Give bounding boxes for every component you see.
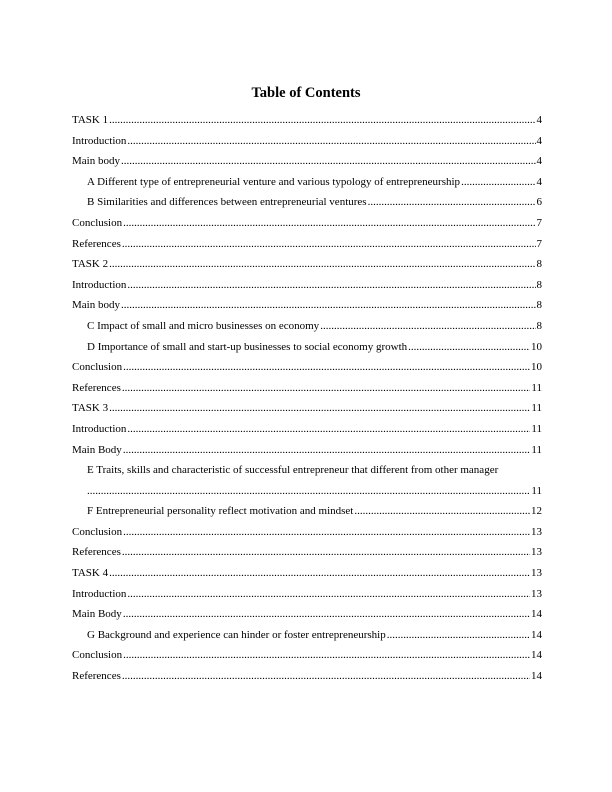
toc-entry-label: References: [72, 546, 121, 559]
toc-entry-label: References: [72, 381, 121, 394]
page-title: Table of Contents: [251, 85, 361, 101]
toc-entry[interactable]: [72, 460, 542, 481]
dot-leader: [127, 275, 535, 296]
toc-entry[interactable]: [72, 234, 542, 255]
toc-entry-label: Main Body: [72, 608, 122, 621]
dot-leader: [123, 604, 530, 625]
toc-entry-label: TASK 2: [72, 258, 109, 271]
toc-entry-page-number: 10: [531, 340, 542, 353]
toc-entry[interactable]: [72, 604, 542, 625]
dot-leader: [122, 378, 531, 399]
toc-entry-label: A Different type of entrepreneurial venture and various typology of entrepreneurship: [87, 175, 461, 188]
dot-leader: [121, 295, 536, 316]
toc-entry[interactable]: [72, 131, 542, 152]
toc-entry[interactable]: [72, 645, 542, 666]
toc-entry[interactable]: [72, 666, 542, 687]
toc-entry-page-number: 13: [531, 546, 542, 559]
dot-leader: [320, 316, 535, 337]
toc-entry[interactable]: [72, 563, 542, 584]
toc-entry[interactable]: [72, 110, 542, 131]
toc-entry-label: Introduction: [72, 134, 127, 147]
toc-entry[interactable]: [72, 584, 542, 605]
dot-leader: [123, 522, 530, 543]
dot-leader: [127, 419, 530, 440]
dot-leader: [123, 645, 530, 666]
dot-leader: [127, 131, 535, 152]
toc-entry[interactable]: [72, 542, 542, 563]
toc-entry[interactable]: [72, 440, 542, 461]
dot-leader: [368, 192, 536, 213]
dot-leader: [354, 501, 530, 522]
toc-entry-page-number: 8: [536, 278, 542, 291]
dot-leader: [121, 151, 536, 172]
toc-entry-page-number: 14: [531, 670, 542, 683]
toc-entry-label: References: [72, 670, 121, 683]
toc-entry-page-number: 10: [531, 361, 542, 374]
dot-leader: [87, 481, 530, 502]
toc-entry-label: Main body: [72, 299, 120, 312]
dot-leader: [122, 666, 530, 687]
toc-entry-label: Conclusion: [72, 525, 123, 538]
toc-entry[interactable]: [72, 522, 542, 543]
toc-entry-page-number: 13: [531, 587, 542, 600]
toc-entry-label: C Impact of small and micro businesses on economy: [87, 319, 320, 332]
toc-entry[interactable]: [72, 172, 542, 193]
toc-entry-page-number: 6: [536, 196, 542, 209]
toc-entry-label: B Similarities and differences between entrepreneurial ventures: [87, 196, 367, 209]
toc-entry-page-number: 14: [531, 649, 542, 662]
toc-list: [72, 110, 542, 687]
toc-entry[interactable]: [72, 275, 542, 296]
toc-entry-label: TASK 4: [72, 567, 109, 580]
dot-leader: [123, 357, 530, 378]
toc-entry-page-number: 13: [531, 525, 542, 538]
toc-entry-label: Main body: [72, 155, 120, 168]
toc-entry-page-number: 4: [536, 134, 542, 147]
toc-entry-page-number: 4: [536, 114, 542, 126]
toc-entry-label: Conclusion: [72, 361, 123, 374]
toc-entry-label: E Traits, skills and characteristic of successful entrepreneur that different from other manager: [87, 464, 499, 477]
dot-leader: [109, 254, 535, 275]
toc-entry-page-number: 7: [536, 237, 542, 250]
toc-entry-page-number: 14: [531, 608, 542, 621]
toc-entry-label: TASK 3: [72, 402, 109, 415]
dot-leader: [387, 625, 530, 646]
toc-entry-page-number: 8: [536, 319, 542, 332]
dot-leader: [408, 337, 530, 358]
toc-entry-page-number: 11: [531, 484, 542, 497]
toc-entry[interactable]: [72, 625, 542, 646]
toc-entry[interactable]: [72, 316, 542, 337]
toc-entry-label: Conclusion: [72, 649, 123, 662]
toc-entry-page-number: 4: [536, 155, 542, 168]
dot-leader: [109, 563, 530, 584]
toc-entry-label: G Background and experience can hinder or foster entrepreneurship: [87, 628, 386, 641]
toc-entry-page-number: 11: [531, 443, 542, 456]
toc-entry-page-number: 12: [531, 505, 542, 518]
toc-entry-page-number: 8: [536, 258, 542, 271]
toc-entry-label: F Entrepreneurial personality reflect motivation and mindset: [87, 505, 354, 518]
toc-entry[interactable]: [72, 501, 542, 522]
toc-entry-label: Introduction: [72, 422, 127, 435]
toc-entry-label: Introduction: [72, 278, 127, 291]
dot-leader: [123, 440, 531, 461]
toc-entry-label: TASK 1: [72, 114, 109, 126]
dot-leader: [122, 542, 530, 563]
toc-entry-label: References: [72, 237, 121, 250]
dot-leader: [109, 110, 535, 131]
toc-entry-label: Main Body: [72, 443, 122, 456]
dot-leader: [109, 398, 530, 419]
toc-entry[interactable]: [72, 213, 542, 234]
toc-entry[interactable]: [72, 398, 542, 419]
toc-entry[interactable]: [72, 357, 542, 378]
toc-entry-page-number: 13: [531, 567, 542, 580]
toc-entry-page-number: 4: [536, 175, 542, 188]
dot-leader: [127, 584, 530, 605]
toc-entry-page-number: 11: [531, 402, 542, 415]
toc-entry[interactable]: [72, 254, 542, 275]
toc-entry-label: Introduction: [72, 587, 127, 600]
toc-entry[interactable]: [72, 378, 542, 399]
toc-entry[interactable]: [72, 192, 542, 213]
toc-entry-page-number: 8: [536, 299, 542, 312]
toc-entry[interactable]: [72, 419, 542, 440]
toc-entry[interactable]: [72, 151, 542, 172]
toc-entry-page-number: 7: [536, 216, 542, 229]
toc-entry-label: D Importance of small and start-up businesses to social economy growth: [87, 340, 408, 353]
toc-entry[interactable]: [72, 337, 542, 358]
toc-entry-page-number: 11: [531, 422, 542, 435]
toc-entry-page-number: 11: [531, 381, 542, 394]
toc-entry[interactable]: [72, 295, 542, 316]
toc-entry-page-number: 14: [531, 628, 542, 641]
dot-leader: [122, 234, 536, 255]
toc-entry-label: Conclusion: [72, 216, 123, 229]
dot-leader: [123, 213, 535, 234]
toc-entry-continuation[interactable]: [72, 481, 542, 502]
dot-leader: [461, 172, 535, 193]
